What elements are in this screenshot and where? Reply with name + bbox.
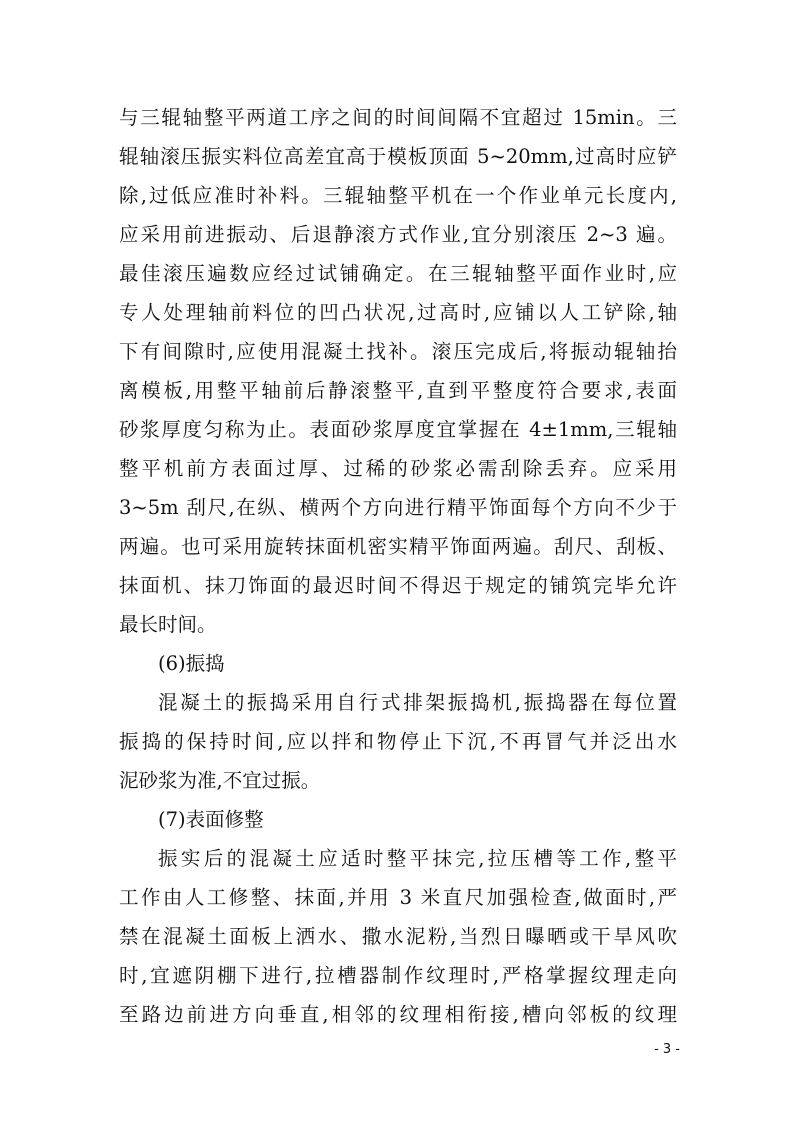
- paragraph-line: 砂浆厚度匀称为止。表面砂浆厚度宜掌握在 4±1mm,三辊轴: [119, 418, 677, 441]
- paragraph-line: 辊轴滚压振实料位高差宜高于模板顶面 5~20mm,过高时应铲: [119, 145, 677, 168]
- page-number: - 3 -: [654, 1042, 680, 1057]
- paragraph-line: 下有间隙时,应使用混凝土找补。滚压完成后,将振动辊轴抬: [119, 340, 677, 363]
- paragraph-line: 振实后的混凝土应适时整平抹完,拉压槽等工作,整平: [158, 847, 677, 870]
- paragraph-line: 泥砂浆为准,不宜过振。: [119, 769, 321, 792]
- paragraph-line: 时,宜遮阴棚下进行,拉槽器制作纹理时,严格掌握纹理走向: [119, 964, 677, 987]
- paragraph-line: 至路边前进方向垂直,相邻的纹理相衔接,槽向邻板的纹理: [119, 1003, 677, 1026]
- paragraph-line: 工作由人工修整、抹面,并用 3 米直尺加强检查,做面时,严: [119, 886, 677, 909]
- section-heading: (7)表面修整: [158, 808, 264, 831]
- section-heading: (6)振捣: [158, 652, 225, 675]
- paragraph-line: 应采用前进振动、后退静滚方式作业,宜分别滚压 2~3 遍。: [119, 223, 677, 246]
- paragraph-line: 整平机前方表面过厚、过稀的砂浆必需刮除丢弃。应采用: [119, 457, 677, 480]
- paragraph-line: 振捣的保持时间,应以拌和物停止下沉,不再冒气并泛出水: [119, 730, 677, 753]
- paragraph-line: 最佳滚压遍数应经过试铺确定。在三辊轴整平面作业时,应: [119, 262, 677, 285]
- paragraph-line: 与三辊轴整平两道工序之间的时间间隔不宜超过 15min。三: [119, 106, 677, 129]
- paragraph-line: 抹面机、抹刀饰面的最迟时间不得迟于规定的铺筑完毕允许: [119, 574, 677, 597]
- paragraph-line: 离模板,用整平轴前后静滚整平,直到平整度符合要求,表面: [119, 379, 677, 402]
- paragraph-line: 专人处理轴前料位的凹凸状况,过高时,应铺以人工铲除,轴: [119, 301, 677, 324]
- paragraph-line: 禁在混凝土面板上洒水、撒水泥粉,当烈日曝晒或干旱风吹: [119, 925, 677, 948]
- paragraph-line: 两遍。也可采用旋转抹面机密实精平饰面两遍。刮尺、刮板、: [119, 535, 677, 558]
- paragraph-line: 除,过低应准时补料。三辊轴整平机在一个作业单元长度内,: [119, 184, 677, 207]
- paragraph-line: 3~5m 刮尺,在纵、横两个方向进行精平饰面每个方向不少于: [119, 496, 677, 519]
- paragraph-line: 混凝土的振捣采用自行式排架振捣机,振捣器在每位置: [158, 691, 677, 714]
- paragraph-line: 最长时间。: [119, 613, 217, 636]
